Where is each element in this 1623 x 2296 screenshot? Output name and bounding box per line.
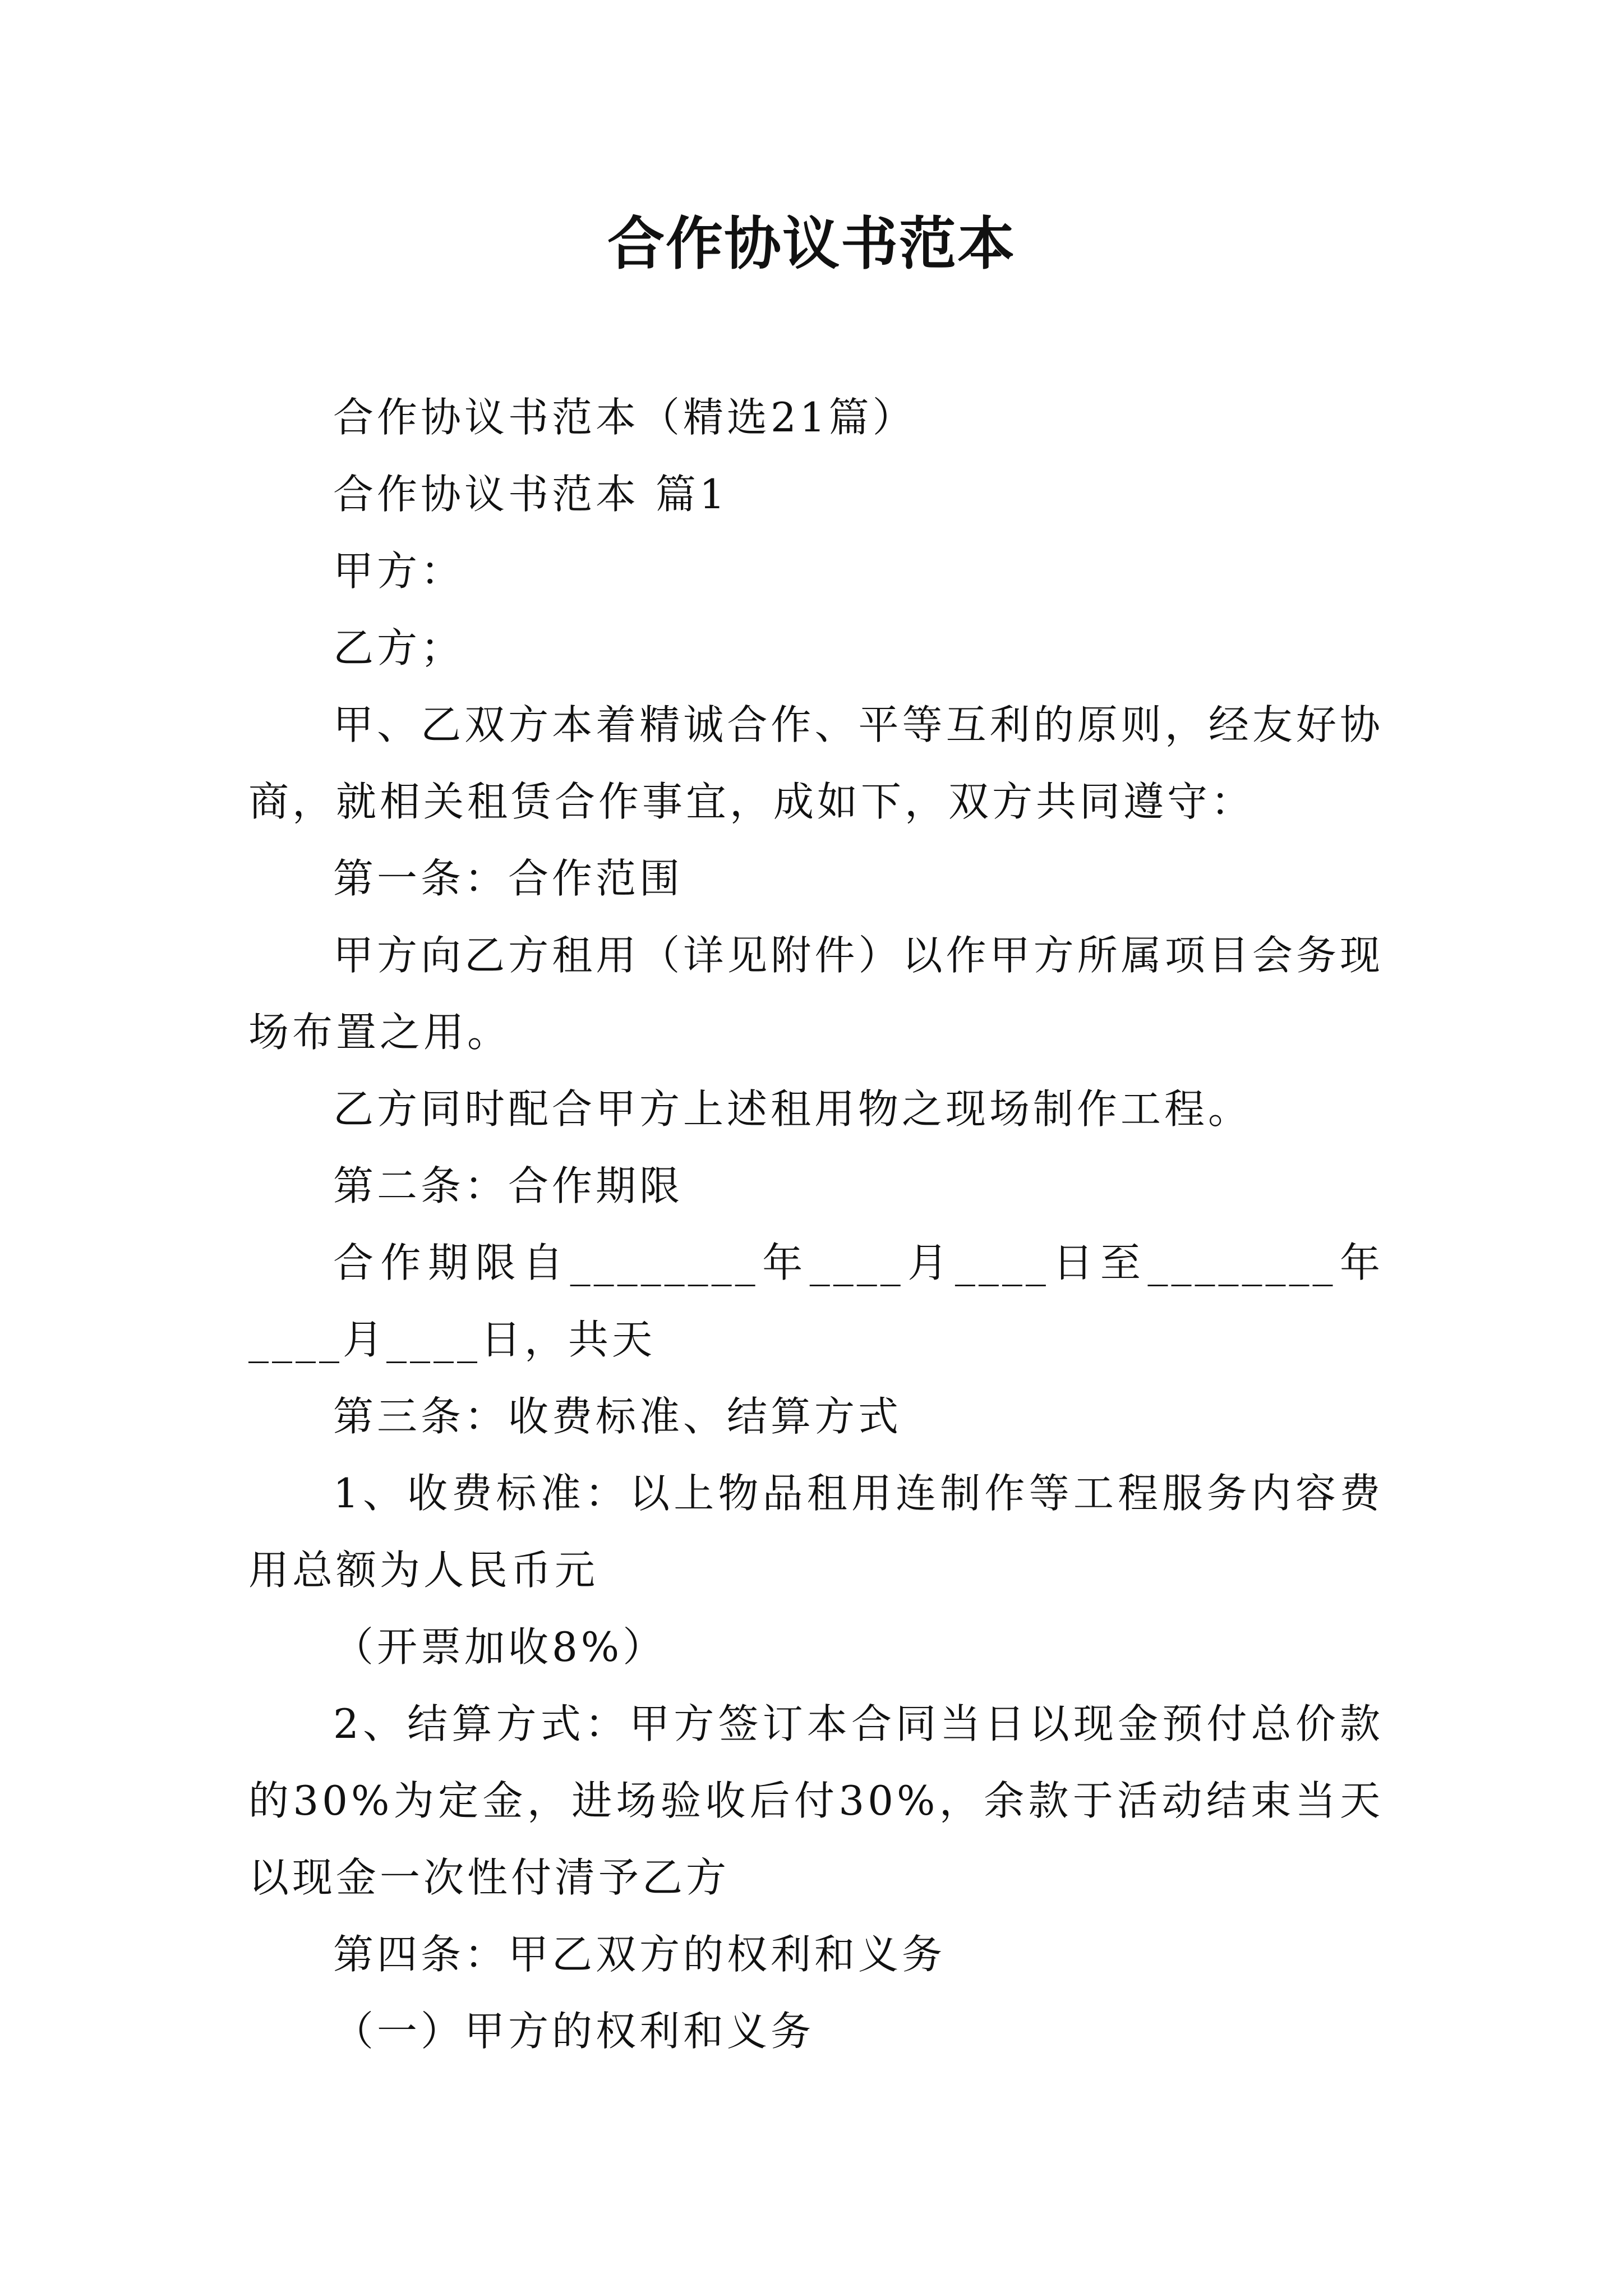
- paragraph-article-heading: 合作协议书范本 篇1: [333, 471, 728, 518]
- document-title: 合作协议书范本: [607, 210, 1016, 278]
- paragraph-clause-1-extra: 乙方同时配合甲方上述租用物之现场制作工程。: [333, 1085, 1252, 1133]
- paragraph-party-b: 乙方；: [333, 624, 465, 671]
- paragraph-clause-4-heading: 第四条：甲乙双方的权利和义务: [333, 1931, 946, 1978]
- paragraph-party-a: 甲方：: [333, 547, 465, 595]
- paragraph-invoice-note: （开票加收8%）: [333, 1623, 667, 1671]
- paragraph-clause-1-heading: 第一条：合作范围: [333, 855, 684, 902]
- paragraph-clause-2-heading: 第二条：合作期限: [333, 1162, 684, 1209]
- paragraph-collection-heading: 合作协议书范本（精选21篇）: [333, 394, 916, 441]
- paragraph-clause-1-body: 甲方向乙方租用（详见附件）以作甲方所属项目会务现场布置之用。: [248, 932, 1384, 1056]
- paragraph-fee-standard: 1、收费标准：以上物品租用连制作等工程服务内容费用总额为人民币元: [248, 1470, 1384, 1594]
- document-body: [248, 379, 1384, 2070]
- paragraph-settlement-method: 2、结算方式：甲方签订本合同当日以现金预付总价款的30%为定金，进场验收后付30%，余款于活动结束当天以现金一次性付清予乙方: [248, 1700, 1384, 1901]
- paragraph-preamble: 甲、乙双方本着精诚合作、平等互利的原则，经友好协商，就相关租赁合作事宜，成如下，双方共同遵守：: [248, 701, 1384, 825]
- paragraph-party-a-rights: （一）甲方的权利和义务: [333, 2008, 815, 2055]
- paragraph-clause-2-body: 合作期限自________年____月____日至________年____月____日，共天: [248, 1239, 1384, 1363]
- paragraph-clause-3-heading: 第三条：收费标准、结算方式: [333, 1393, 902, 1440]
